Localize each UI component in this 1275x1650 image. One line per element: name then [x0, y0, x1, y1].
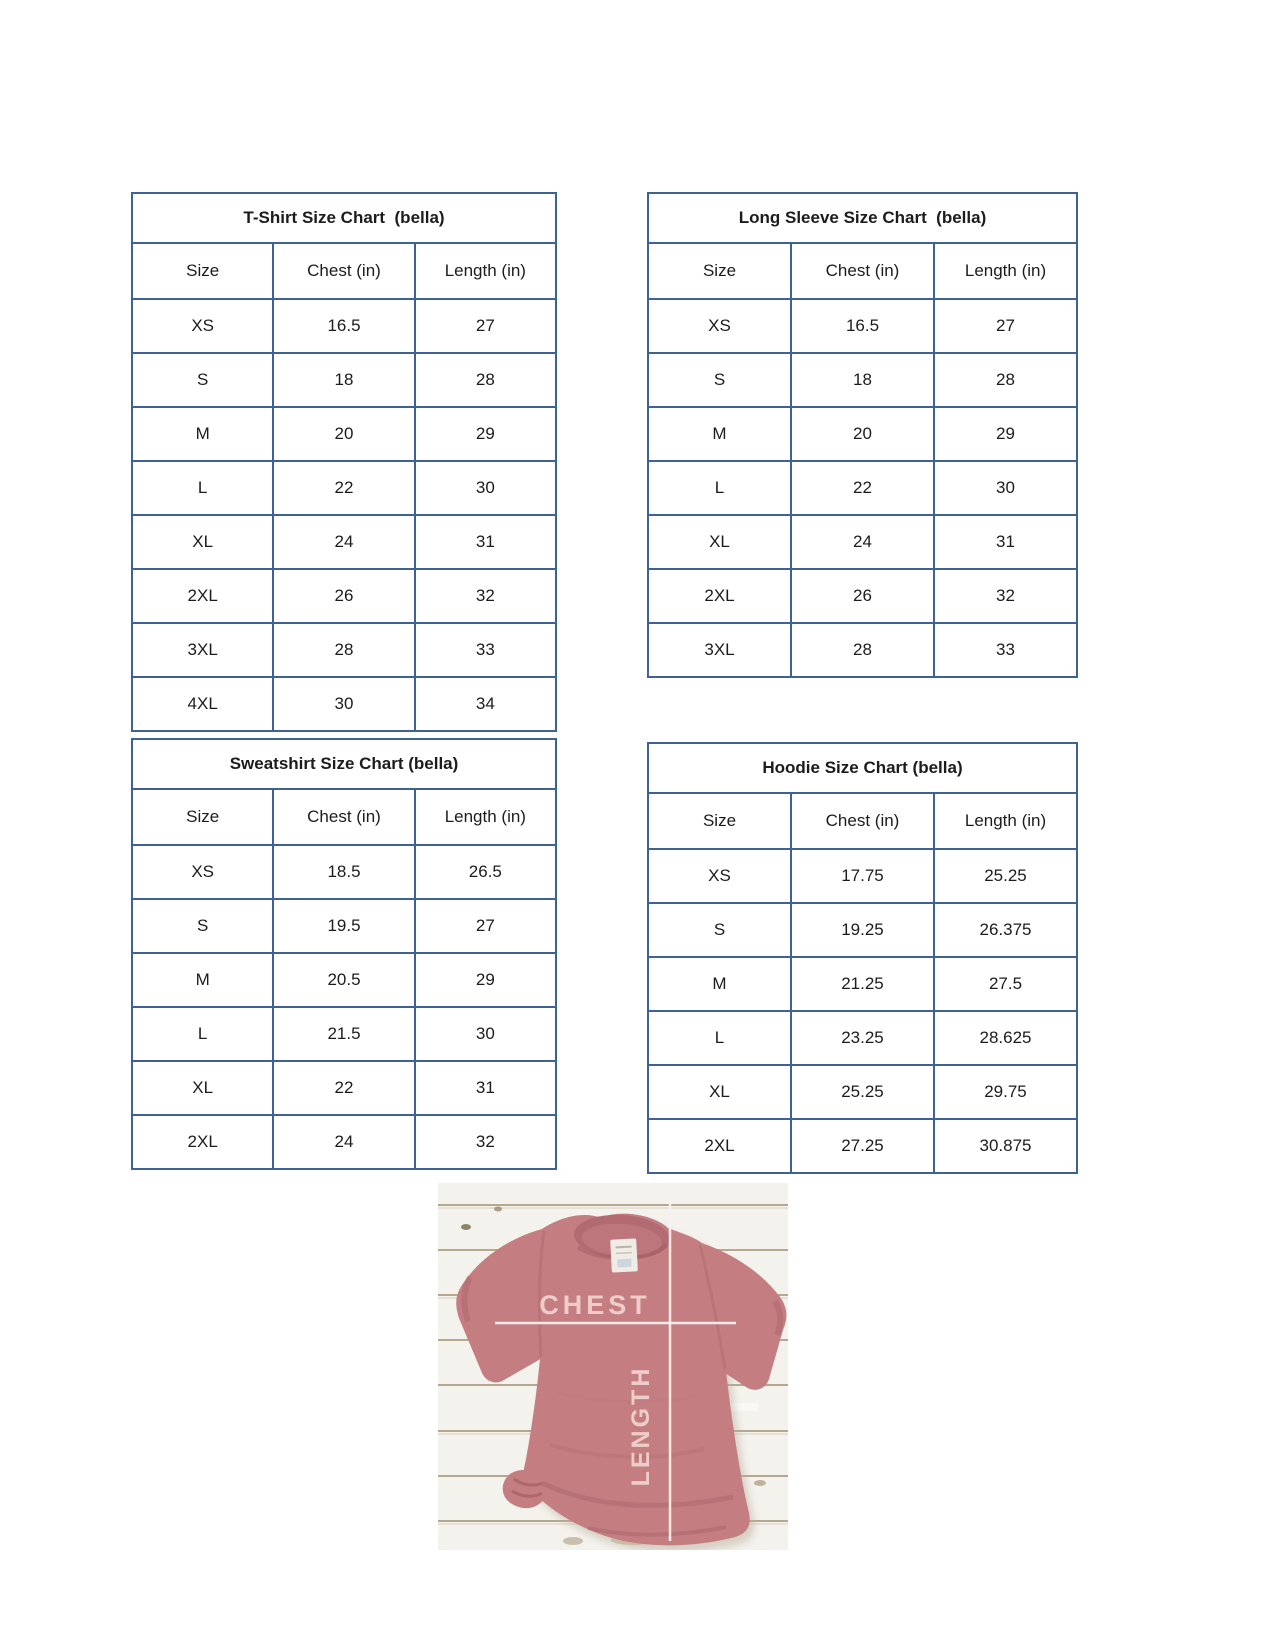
table-header-row [648, 793, 1077, 849]
size-cell: S [648, 903, 791, 957]
size-cell: XS [648, 849, 791, 903]
table-row [648, 623, 1077, 677]
column-header: Size [648, 243, 791, 299]
size-cell: 2XL [648, 569, 791, 623]
table-row [132, 515, 556, 569]
length-cell: 27 [934, 299, 1077, 353]
table-row [132, 407, 556, 461]
table-row [132, 1115, 556, 1169]
size-cell: XL [648, 1065, 791, 1119]
table-title-row [648, 193, 1077, 243]
length-cell: 33 [415, 623, 556, 677]
length-label: LENGTH [627, 1365, 655, 1487]
chest-cell: 20 [273, 407, 414, 461]
length-cell: 25.25 [934, 849, 1077, 903]
chest-cell: 22 [273, 461, 414, 515]
table-title: Hoodie Size Chart (bella) [648, 743, 1077, 793]
size-cell: XL [132, 515, 273, 569]
length-cell: 30 [415, 1007, 556, 1061]
size-cell: M [648, 407, 791, 461]
hoodie-size-table [647, 742, 1078, 1174]
column-header: Chest (in) [273, 789, 414, 845]
chest-cell: 28 [791, 623, 934, 677]
chest-cell: 17.75 [791, 849, 934, 903]
chest-cell: 16.5 [273, 299, 414, 353]
column-header: Length (in) [415, 789, 556, 845]
column-header: Chest (in) [273, 243, 414, 299]
table-row [648, 461, 1077, 515]
table-header-row [132, 243, 556, 299]
chest-cell: 24 [273, 515, 414, 569]
column-header: Chest (in) [791, 793, 934, 849]
table-row [648, 569, 1077, 623]
chest-cell: 19.5 [273, 899, 414, 953]
length-cell: 27 [415, 899, 556, 953]
table-title: Long Sleeve Size Chart (bella) [648, 193, 1077, 243]
chest-cell: 28 [273, 623, 414, 677]
length-cell: 33 [934, 623, 1077, 677]
length-cell: 27.5 [934, 957, 1077, 1011]
size-cell: S [132, 899, 273, 953]
length-cell: 26.5 [415, 845, 556, 899]
size-cell: L [132, 1007, 273, 1061]
column-header: Length (in) [934, 243, 1077, 299]
table-title-row [132, 739, 556, 789]
size-cell: XL [648, 515, 791, 569]
chest-cell: 22 [791, 461, 934, 515]
chest-cell: 26 [791, 569, 934, 623]
size-cell: S [132, 353, 273, 407]
length-cell: 28 [415, 353, 556, 407]
size-cell: XS [648, 299, 791, 353]
length-cell: 30.875 [934, 1119, 1077, 1173]
chest-cell: 20.5 [273, 953, 414, 1007]
table-row [132, 899, 556, 953]
chest-cell: 25.25 [791, 1065, 934, 1119]
table-title: Sweatshirt Size Chart (bella) [132, 739, 556, 789]
table-row [132, 353, 556, 407]
size-cell: XS [132, 845, 273, 899]
size-cell: S [648, 353, 791, 407]
table-row [132, 1061, 556, 1115]
length-cell: 29 [415, 407, 556, 461]
size-cell: L [132, 461, 273, 515]
length-cell: 29 [415, 953, 556, 1007]
column-header: Length (in) [415, 243, 556, 299]
table-row [648, 1011, 1077, 1065]
measurement-photo [438, 1183, 788, 1550]
size-cell: 3XL [132, 623, 273, 677]
size-cell: M [648, 957, 791, 1011]
size-cell: 4XL [132, 677, 273, 731]
length-cell: 34 [415, 677, 556, 731]
table-title: T-Shirt Size Chart (bella) [132, 193, 556, 243]
long-sleeve-size-table [647, 192, 1078, 678]
column-header: Chest (in) [791, 243, 934, 299]
column-header: Size [648, 793, 791, 849]
chest-cell: 21.5 [273, 1007, 414, 1061]
chest-cell: 19.25 [791, 903, 934, 957]
size-cell: 2XL [132, 1115, 273, 1169]
length-cell: 32 [934, 569, 1077, 623]
size-cell: L [648, 461, 791, 515]
length-cell: 29 [934, 407, 1077, 461]
chest-cell: 20 [791, 407, 934, 461]
length-cell: 31 [934, 515, 1077, 569]
chest-cell: 27.25 [791, 1119, 934, 1173]
size-cell: M [132, 407, 273, 461]
tshirt-size-table [131, 192, 557, 732]
size-cell: L [648, 1011, 791, 1065]
neck-tag [610, 1238, 638, 1272]
chest-cell: 24 [791, 515, 934, 569]
size-cell: 2XL [132, 569, 273, 623]
length-cell: 28 [934, 353, 1077, 407]
size-cell: XL [132, 1061, 273, 1115]
chest-cell: 26 [273, 569, 414, 623]
table-header-row [132, 789, 556, 845]
table-row [132, 461, 556, 515]
table-row [132, 569, 556, 623]
table-row [648, 903, 1077, 957]
table-title-row [648, 743, 1077, 793]
table-row [648, 353, 1077, 407]
chest-label: CHEST [539, 1290, 651, 1320]
chest-cell: 21.25 [791, 957, 934, 1011]
table-row [132, 1007, 556, 1061]
table-row [132, 953, 556, 1007]
chest-cell: 16.5 [791, 299, 934, 353]
size-cell: 2XL [648, 1119, 791, 1173]
table-row [648, 957, 1077, 1011]
table-title-row [132, 193, 556, 243]
length-cell: 28.625 [934, 1011, 1077, 1065]
table-row [132, 677, 556, 731]
length-cell: 31 [415, 1061, 556, 1115]
chest-cell: 30 [273, 677, 414, 731]
table-row [648, 299, 1077, 353]
chest-cell: 23.25 [791, 1011, 934, 1065]
table-row [648, 1119, 1077, 1173]
sweatshirt-size-table [131, 738, 557, 1170]
size-cell: 3XL [648, 623, 791, 677]
length-cell: 30 [934, 461, 1077, 515]
table-row [132, 299, 556, 353]
length-cell: 29.75 [934, 1065, 1077, 1119]
table-row [648, 407, 1077, 461]
table-row [132, 845, 556, 899]
length-cell: 27 [415, 299, 556, 353]
size-cell: XS [132, 299, 273, 353]
table-row [132, 623, 556, 677]
chest-cell: 22 [273, 1061, 414, 1115]
length-cell: 31 [415, 515, 556, 569]
length-cell: 26.375 [934, 903, 1077, 957]
tshirt-illustration [456, 1212, 786, 1546]
chest-cell: 24 [273, 1115, 414, 1169]
chest-cell: 18 [791, 353, 934, 407]
chest-cell: 18 [273, 353, 414, 407]
table-row [648, 515, 1077, 569]
table-row [648, 1065, 1077, 1119]
chest-cell: 18.5 [273, 845, 414, 899]
column-header: Length (in) [934, 793, 1077, 849]
size-cell: M [132, 953, 273, 1007]
length-cell: 32 [415, 569, 556, 623]
table-header-row [648, 243, 1077, 299]
column-header: Size [132, 243, 273, 299]
column-header: Size [132, 789, 273, 845]
length-cell: 30 [415, 461, 556, 515]
length-cell: 32 [415, 1115, 556, 1169]
table-row [648, 849, 1077, 903]
